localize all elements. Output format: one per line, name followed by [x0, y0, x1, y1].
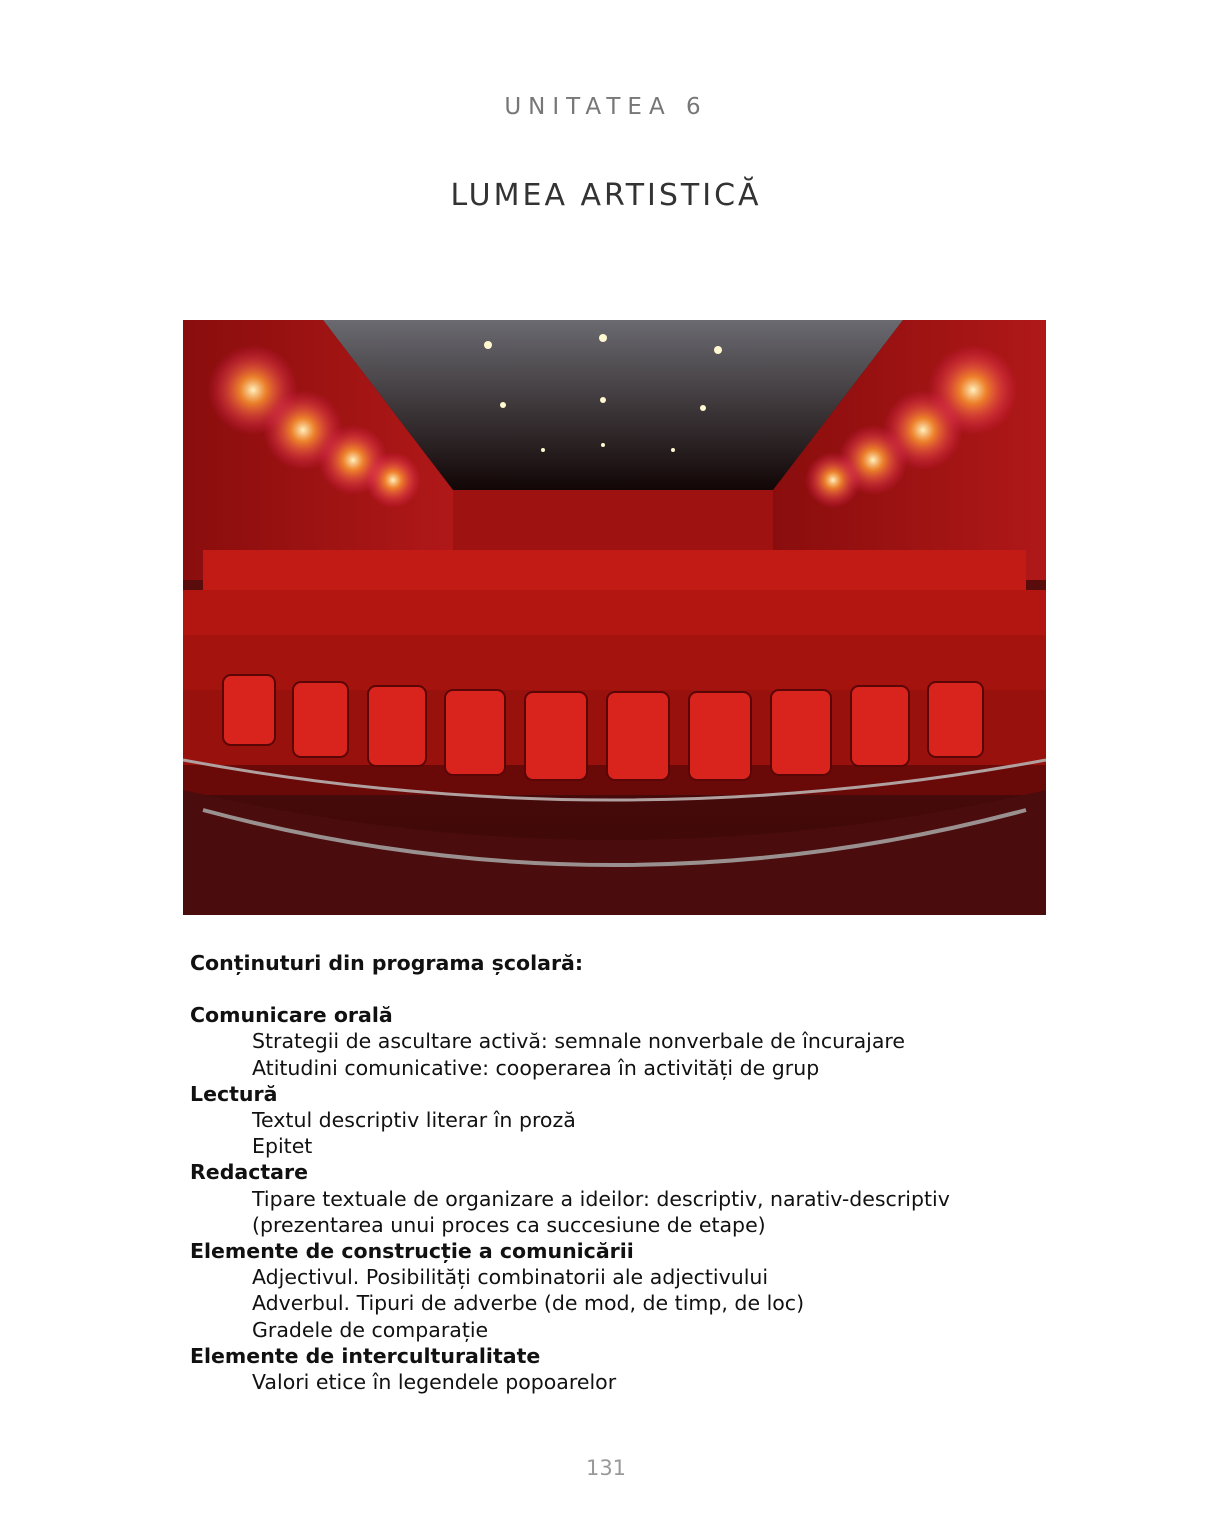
unit-label: UNITATEA 6	[504, 94, 708, 120]
section-item: Textul descriptiv literar în proză	[252, 1108, 576, 1133]
cinema-illustration	[183, 320, 1046, 915]
section-item: Gradele de comparație	[252, 1317, 489, 1342]
curriculum-contents	[190, 950, 1090, 1395]
section-item: Tipare textuale de organizare a ideilor: descriptiv, narativ-descriptiv	[252, 1186, 950, 1211]
section-item: Adverbul. Tipuri de adverbe (de mod, de timp, de loc)	[252, 1291, 805, 1316]
section-item: Atitudini comunicative: cooperarea în activități de grup	[252, 1055, 820, 1080]
unit-title: LUMEA ARTISTICĂ	[450, 178, 762, 213]
section-item: Epitet	[252, 1134, 313, 1159]
section-interculturality	[190, 1343, 1090, 1395]
section-item: (prezentarea unui proces ca succesiune de etape)	[252, 1212, 766, 1237]
section-reading	[190, 1081, 1090, 1160]
section-title: Redactare	[190, 1160, 308, 1185]
contents-heading: Conținuturi din programa școlară:	[190, 951, 584, 975]
section-oral-communication	[190, 1002, 1090, 1081]
section-item: Valori etice în legendele popoarelor	[252, 1370, 617, 1395]
page-number: 131	[585, 1456, 627, 1480]
section-title: Elemente de construcție a comunicării	[190, 1239, 634, 1264]
section-item: Strategii de ascultare activă: semnale nonverbale de încurajare	[252, 1029, 906, 1054]
cinema-photo	[183, 320, 1046, 915]
section-title: Comunicare orală	[190, 1003, 393, 1028]
section-writing	[190, 1159, 1090, 1238]
section-communication-elements	[190, 1238, 1090, 1343]
section-title: Lectură	[190, 1081, 278, 1106]
section-title: Elemente de interculturalitate	[190, 1343, 541, 1368]
section-item: Adjectivul. Posibilități combinatorii ale adjectivului	[252, 1265, 769, 1290]
